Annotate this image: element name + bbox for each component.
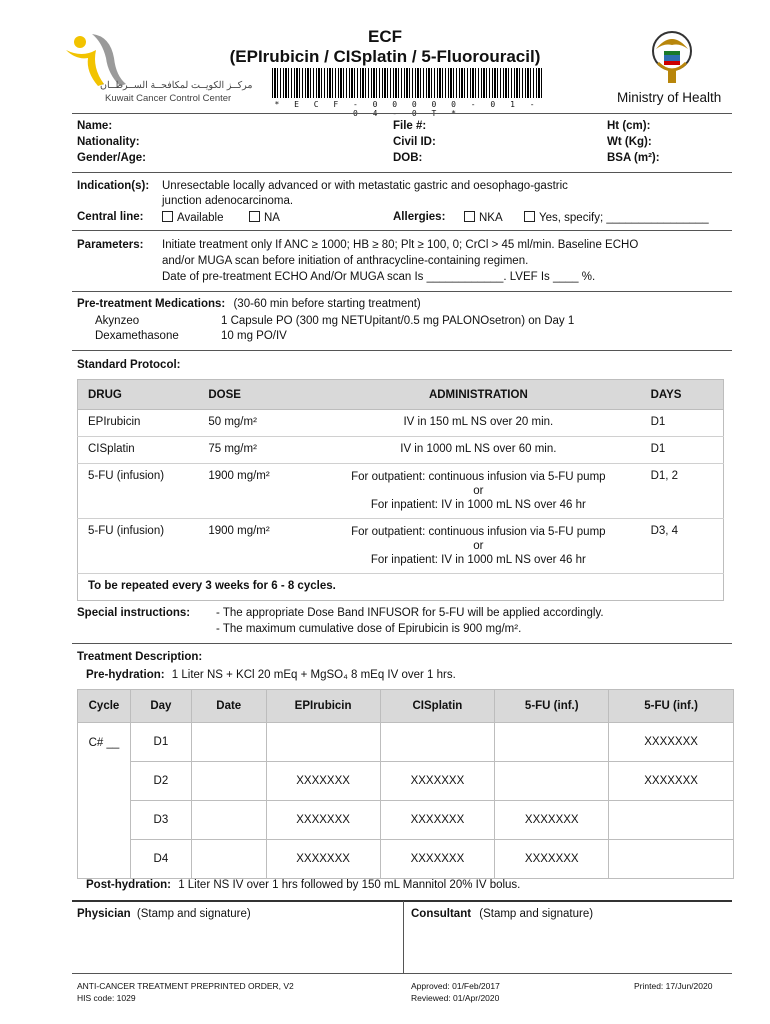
epirubicin-cell[interactable]: XXXXXXX [266, 762, 380, 801]
column-header: DAYS [641, 380, 724, 410]
premed-dose: 1 Capsule PO (300 mg NETUpitant/0.5 mg PALONOsetron) on Day 1 [221, 315, 575, 327]
cisplatin-cell[interactable]: XXXXXXX [380, 840, 495, 879]
posthydration-text: 1 Liter NS IV over 1 hrs followed by 150 mL Mannitol 20% IV bolus. [178, 879, 521, 891]
nka-label: NKA [479, 212, 503, 224]
barcode-text: * E C F - 0 0 0 0 0 - 0 1 - 0 4 - 0 T * [274, 100, 540, 118]
org-name-arabic: مركــز الكويــت لمكافحــة الســرطــان [100, 80, 253, 91]
table-row [78, 762, 734, 801]
regimen-subtitle: (EPIrubicin / CISplatin / 5-Fluorouracil) [229, 47, 541, 66]
administration-line: For outpatient: continuous infusion via 5-FU pump [351, 526, 606, 538]
column-header: 5-FU (inf.) [609, 690, 734, 723]
column-header: EPIrubicin [266, 690, 380, 723]
table-row [78, 723, 734, 762]
name-field[interactable]: Name: [77, 120, 113, 132]
day-cell: D1 [130, 723, 191, 762]
consultant-note: (Stamp and signature) [479, 908, 594, 920]
his-code: HIS code: 1029 [77, 993, 136, 1003]
repeat-note: To be repeated every 3 weeks for 6 - 8 cycles. [78, 574, 724, 601]
administration-line: For inpatient: IV in 1000 mL NS over 46 hr [370, 554, 586, 566]
central-line-na-option[interactable] [249, 211, 280, 224]
prehydration-line [86, 669, 456, 681]
dose-cell: 1900 mg/m² [198, 464, 316, 519]
height-field[interactable]: Ht (cm): [607, 120, 651, 132]
fu-cell[interactable]: XXXXXXX [609, 762, 734, 801]
cycle-cell[interactable]: C# __ [78, 723, 131, 879]
administration-cell: IV in 150 mL NS over 20 min. [316, 410, 640, 437]
parameters-label: Parameters: [77, 239, 144, 251]
parameters-line-2: and/or MUGA scan before initiation of anthracycline-containing regimen. [162, 255, 529, 267]
drug-cell: CISplatin [78, 437, 199, 464]
file-number-field[interactable]: File #: [393, 120, 427, 132]
form-name: ANTI-CANCER TREATMENT PREPRINTED ORDER, V2 [77, 981, 294, 991]
fu-cell[interactable] [609, 801, 734, 840]
na-label: NA [264, 212, 280, 224]
protocol-label: Standard Protocol: [77, 359, 181, 371]
fu-cell[interactable] [609, 840, 734, 879]
checkbox-icon[interactable] [162, 211, 173, 222]
administration-line: or [473, 540, 484, 552]
indication-text-cont: junction adenocarcinoma. [162, 195, 294, 207]
column-header: Cycle [78, 690, 131, 723]
kuwait-emblem-icon [650, 27, 694, 85]
indication-label: Indication(s): [77, 180, 150, 192]
table-row [78, 410, 724, 437]
administration-line: For outpatient: continuous infusion via 5-FU pump [351, 471, 606, 483]
physician-note: (Stamp and signature) [136, 908, 251, 920]
dose-cell: 1900 mg/m² [198, 519, 316, 574]
days-cell: D1, 2 [641, 464, 724, 519]
fu-cell[interactable] [495, 723, 609, 762]
table-row [78, 840, 734, 879]
column-header: DRUG [78, 380, 199, 410]
consultant-signature-box[interactable] [411, 908, 593, 920]
table-row [78, 801, 734, 840]
allergies-yes-option[interactable] [524, 211, 709, 224]
day-cell: D2 [130, 762, 191, 801]
indication-text: Unresectable locally advanced or with metastatic gastric and oesophago-gastric [162, 180, 568, 192]
physician-signature-box[interactable] [77, 908, 251, 920]
date-cell[interactable] [191, 801, 266, 840]
epirubicin-cell[interactable]: XXXXXXX [266, 840, 380, 879]
column-header: ADMINISTRATION [316, 380, 640, 410]
premed-drug: Dexamethasone [95, 330, 179, 342]
column-header: DOSE [198, 380, 316, 410]
date-cell[interactable] [191, 840, 266, 879]
posthydration-line [86, 879, 520, 891]
premed-header [77, 298, 421, 310]
allergies-label: Allergies: [393, 211, 446, 223]
protocol-table [77, 379, 724, 601]
column-header: 5-FU (inf.) [495, 690, 609, 723]
date-cell[interactable] [191, 723, 266, 762]
posthydration-label: Post-hydration: [86, 879, 171, 891]
bsa-field[interactable]: BSA (m²): [607, 152, 660, 164]
table-row [78, 437, 724, 464]
parameters-line-3: Date of pre-treatment ECHO And/Or MUGA scan Is ____________. LVEF Is ____ %. [162, 271, 596, 283]
special-instructions-label: Special instructions: [77, 607, 191, 619]
physician-label: Physician [77, 908, 131, 920]
nationality-field[interactable]: Nationality: [77, 136, 140, 148]
prehydration-label: Pre-hydration: [86, 669, 165, 681]
cisplatin-cell[interactable] [380, 723, 495, 762]
column-header: Day [130, 690, 191, 723]
days-cell: D1 [641, 437, 724, 464]
allergies-nka-option[interactable] [464, 211, 503, 224]
central-line-available-option[interactable] [162, 211, 223, 224]
premed-label: Pre-treatment Medications: [77, 298, 226, 310]
printed-date: Printed: 17/Jun/2020 [634, 981, 713, 991]
approved-date: Approved: 01/Feb/2017 [411, 981, 500, 991]
gender-age-field[interactable]: Gender/Age: [77, 152, 147, 164]
fu-cell[interactable]: XXXXXXX [495, 840, 609, 879]
protocol-header-row [78, 380, 724, 410]
days-cell: D1 [641, 410, 724, 437]
epirubicin-cell[interactable]: XXXXXXX [266, 801, 380, 840]
administration-cell [316, 464, 640, 519]
epirubicin-cell[interactable] [266, 723, 380, 762]
available-label: Available [177, 212, 224, 224]
dose-cell: 75 mg/m² [198, 437, 316, 464]
parameters-line-1: Initiate treatment only If ANC ≥ 1000; HB ≥ 80; Plt ≥ 100, 0; CrCl > 45 ml/min. Baseline ECHO [162, 239, 639, 251]
day-cell: D4 [130, 840, 191, 879]
drug-cell: EPIrubicin [78, 410, 199, 437]
date-cell[interactable] [191, 762, 266, 801]
administration-line: or [473, 485, 484, 497]
repeat-row [78, 574, 724, 601]
civil-id-field[interactable]: Civil ID: [393, 136, 436, 148]
drug-cell: 5-FU (infusion) [78, 464, 199, 519]
treatment-header-row [78, 690, 734, 723]
administration-cell [316, 519, 640, 574]
barcode [272, 68, 542, 98]
central-line-label: Central line: [77, 211, 144, 223]
special-instruction-line: - The appropriate Dose Band INFUSOR for 5-FU will be applied accordingly. [216, 607, 604, 619]
premed-dose: 10 mg PO/IV [221, 330, 287, 342]
administration-cell: IV in 1000 mL NS over 60 min. [316, 437, 640, 464]
prehydration-text: 1 Liter NS + KCl 20 mEq + MgSO₄ 8 mEq IV over 1 hrs. [171, 669, 456, 681]
reviewed-date: Reviewed: 01/Apr/2020 [411, 993, 500, 1003]
org-name-english: Kuwait Cancer Control Center [105, 93, 232, 104]
day-cell: D3 [130, 801, 191, 840]
cisplatin-cell[interactable]: XXXXXXX [380, 801, 495, 840]
table-row [78, 464, 724, 519]
administration-line: For inpatient: IV in 1000 mL NS over 46 hr [370, 499, 586, 511]
checkbox-icon[interactable] [464, 211, 475, 222]
drug-cell: 5-FU (infusion) [78, 519, 199, 574]
column-header: CISplatin [380, 690, 495, 723]
column-header: Date [191, 690, 266, 723]
dob-field[interactable]: DOB: [393, 152, 423, 164]
days-cell: D3, 4 [641, 519, 724, 574]
premed-drug: Akynzeo [95, 315, 140, 327]
weight-field[interactable]: Wt (Kg): [607, 136, 652, 148]
checkbox-icon[interactable] [524, 211, 535, 222]
special-instruction-line: - The maximum cumulative dose of Epirubicin is 900 mg/m². [216, 623, 522, 635]
dose-cell: 50 mg/m² [198, 410, 316, 437]
ministry-label: Ministry of Health [617, 90, 722, 105]
consultant-label: Consultant [411, 908, 472, 920]
cisplatin-cell[interactable]: XXXXXXX [380, 762, 495, 801]
signature-divider [403, 901, 404, 973]
treatment-table [77, 689, 734, 879]
premed-note: (30-60 min before starting treatment) [233, 298, 421, 310]
fu-cell[interactable]: XXXXXXX [609, 723, 734, 762]
treatment-description-label: Treatment Description: [77, 651, 203, 663]
checkbox-icon[interactable] [249, 211, 260, 222]
table-row [78, 519, 724, 574]
fu-cell[interactable] [495, 762, 609, 801]
yes-specify-label: Yes, specify; ________________ [539, 212, 709, 224]
page-title: ECF [368, 27, 402, 46]
fu-cell[interactable]: XXXXXXX [495, 801, 609, 840]
